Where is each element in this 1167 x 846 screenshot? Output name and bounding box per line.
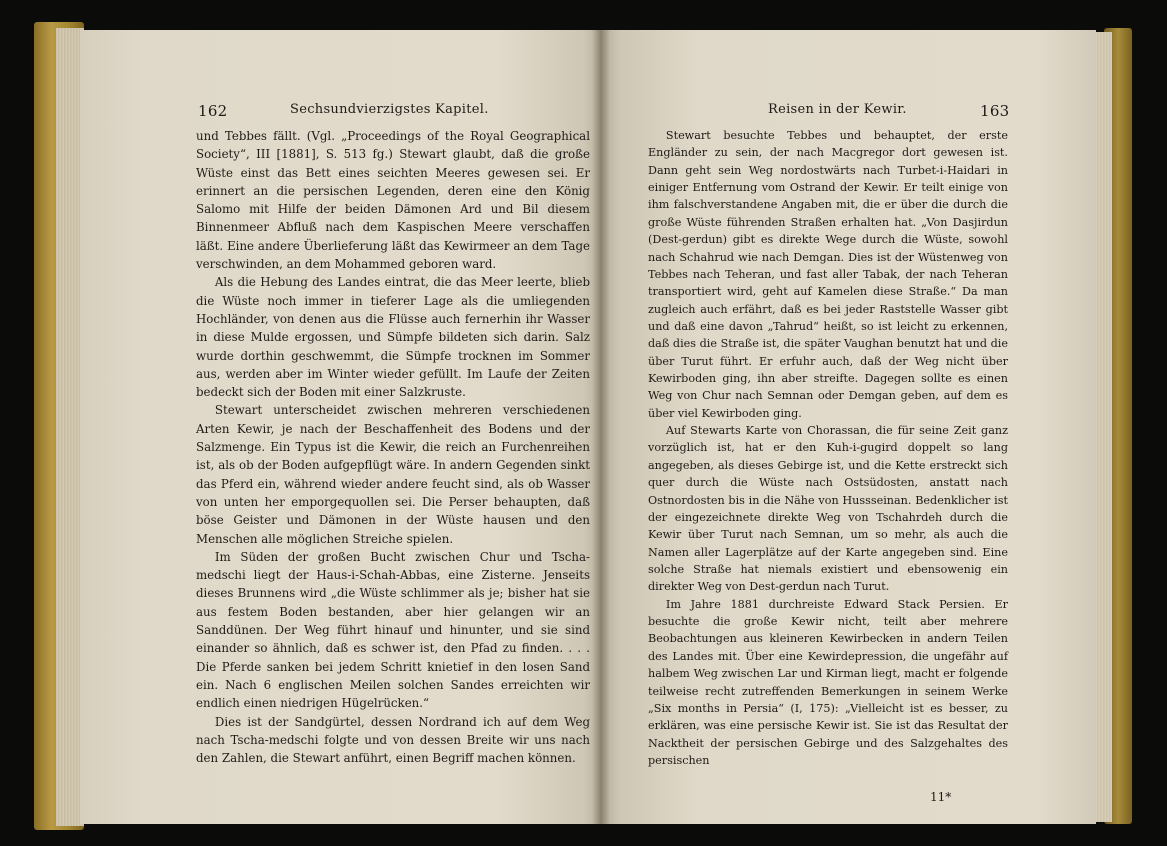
right-paragraph-1: Stewart besuchte Tebbes und behauptet, der erste Engländer zu sein, der nach Macgregor dort gewesen ist. Dann geht sein Weg nordostwärts nach Turbet-i-Haidari in einiger Entfernung vom Ostrand der Kewir. Er teilt einige von ihm falschverstandene Angaben mit, die er über die durch die große Wüste führenden Straßen erhalten hat. „Von Dasjirdun (Dest-gerdun) gibt es direkte Wege durch die Wüste, sowohl nach Schahrud wie nach Demgan. Dies ist der Wüstenweg von Tebbes nach Teheran, und fast aller Tabak, der nach Teheran transportiert wird, geht auf Kamelen diese Straße.“ Da man zugleich auch erfährt, daß es bei jeder Raststelle Wasser gibt und daß eine davon „Tahrud“ heißt, so ist leicht zu erkennen, daß dies die Straße ist, die später Vaughan benutzt hat und die über Turut führt. Er erfuhr auch, daß der Weg nicht über Kewirboden ging, ihn aber streifte. Dagegen sollte es einen Weg von Chur nach Semnan oder Demgan geben, auf dem es über viel Kewirboden ging. [648, 129, 1008, 420]
left-paragraph-4: Im Süden der großen Bucht zwischen Chur und Tscha-medschi liegt der Haus-i-Schah-Abbas, eine Zisterne. Jenseits dieses Brunnens wird „die Wüste schlimmer als je; bisher hat sie aus festem Boden bestanden, aber hier gelangen wir an Sanddünen. Der Weg führt hinauf und hinunter, und sie sind einander so ähnlich, daß es schwer ist, den Pfad zu finden. . . . Die Pferde sanken bei jedem Schritt knietief in den losen Sand ein. Nach 6 englischen Meilen solchen Sandes erreichten wir endlich einen niedrigen Hügelrücken.“ [196, 549, 590, 711]
right-paragraph-2: Auf Stewarts Karte von Chorassan, die für seine Zeit ganz vorzüglich ist, hat er den Kuh-i-gugird doppelt so lang angegeben, als dieses Gebirge ist, und die Kette erstreckt sich quer durch die Wüste nach Ostsüdosten, anstatt nach Ostnordosten bis in die Nähe von Hussseinan. Bedenklicher ist der eingezeichnete direkte Weg von Tschahrdeh durch die Kewir über Turut nach Semnan, um so mehr, als auch die Namen aller Lagerplätze auf der Karte angegeben sind. Eine solche Straße hat niemals existiert und ebensowenig ein direkter Weg von Dest-gerdun nach Turut. [648, 424, 1008, 594]
left-paragraph-1: und Tebbes fällt. (Vgl. „Proceedings of the Royal Geographical Society“, III [1881], S. 513 fg.) Stewart glaubt, daß die große Wüste einst das Bett eines seichten Meeres gewesen sei. Er erinnert an die persischen Legenden, deren eine den König Salomo mit Hilfe der beiden Dämonen Ard und Bil diesem Binnenmeer Abfluß nach dem Kaspischen Meere verschaffen läßt. Eine andere Überlieferung läßt das Kewirmeer an dem Tage verschwinden, an dem Mohammed geboren ward. [196, 129, 590, 272]
right-running-head: Reisen in der Kewir. [768, 102, 907, 117]
right-paragraph-3: Im Jahre 1881 durchreiste Edward Stack Persien. Er besuchte die große Kewir nicht, teilt aber mehrere Beobachtungen aus kleineren Kewirbecken in andern Teilen des Landes mit. Über eine Kewirdepression, die ungefähr auf halbem Weg zwischen Lar und Kirman liegt, macht er folgende teilweise recht zutreffenden Bemerkungen in seinem Werke „Six months in Persia“ (I, 175): „Vielleicht ist es besser, zu erklären, was eine persische Kewir ist. Sie ist das Resultat der Nacktheit der persischen Gebirge und des Salzgehaltes des persischen [648, 597, 1008, 767]
left-paragraph-3: Stewart unterscheidet zwischen mehreren verschiedenen Arten Kewir, je nach der Beschaffenheit des Bodens und der Salzmenge. Ein Typus ist die Kewir, die reich an Furchenreihen ist, als ob der Boden aufgepflügt wäre. In andern Gegenden sinkt das Pferd ein, während wieder andere feucht sind, als ob Wasser von unten her emporgequollen sei. Die Perser behaupten, daß böse Geister und Dämonen in der Wüste hausen und den Menschen alle möglichen Streiche spielen. [196, 403, 590, 546]
left-page-body [196, 127, 590, 767]
printer-signature: 11* [930, 790, 952, 804]
right-page [600, 30, 1096, 824]
left-running-head: Sechsundvierzigstes Kapitel. [290, 102, 489, 117]
right-page-body [648, 127, 1008, 769]
left-page [80, 30, 600, 824]
book-gutter [592, 30, 610, 824]
right-page-number: 163 [980, 102, 1010, 120]
left-paragraph-2: Als die Hebung des Landes eintrat, die das Meer leerte, blieb die Wüste noch immer in tieferer Lage als die umliegenden Hochländer, von denen aus die Flüsse auch fernerhin ihr Wasser in diese Mulde ergossen, und Sümpfe bildeten sich darin. Salz wurde dorthin geschwemmt, die Sümpfe trocknen im Sommer aus, werden aber im Winter wieder gefüllt. Im Laufe der Zeiten bedeckt sich der Boden mit einer Salzkruste. [196, 275, 590, 400]
left-page-number: 162 [198, 102, 228, 120]
left-paragraph-5: Dies ist der Sandgürtel, dessen Nordrand ich auf dem Weg nach Tscha-medschi folgte und von dessen Breite wir uns nach den Zahlen, die Stewart anführt, einen Begriff machen können. [196, 714, 590, 766]
